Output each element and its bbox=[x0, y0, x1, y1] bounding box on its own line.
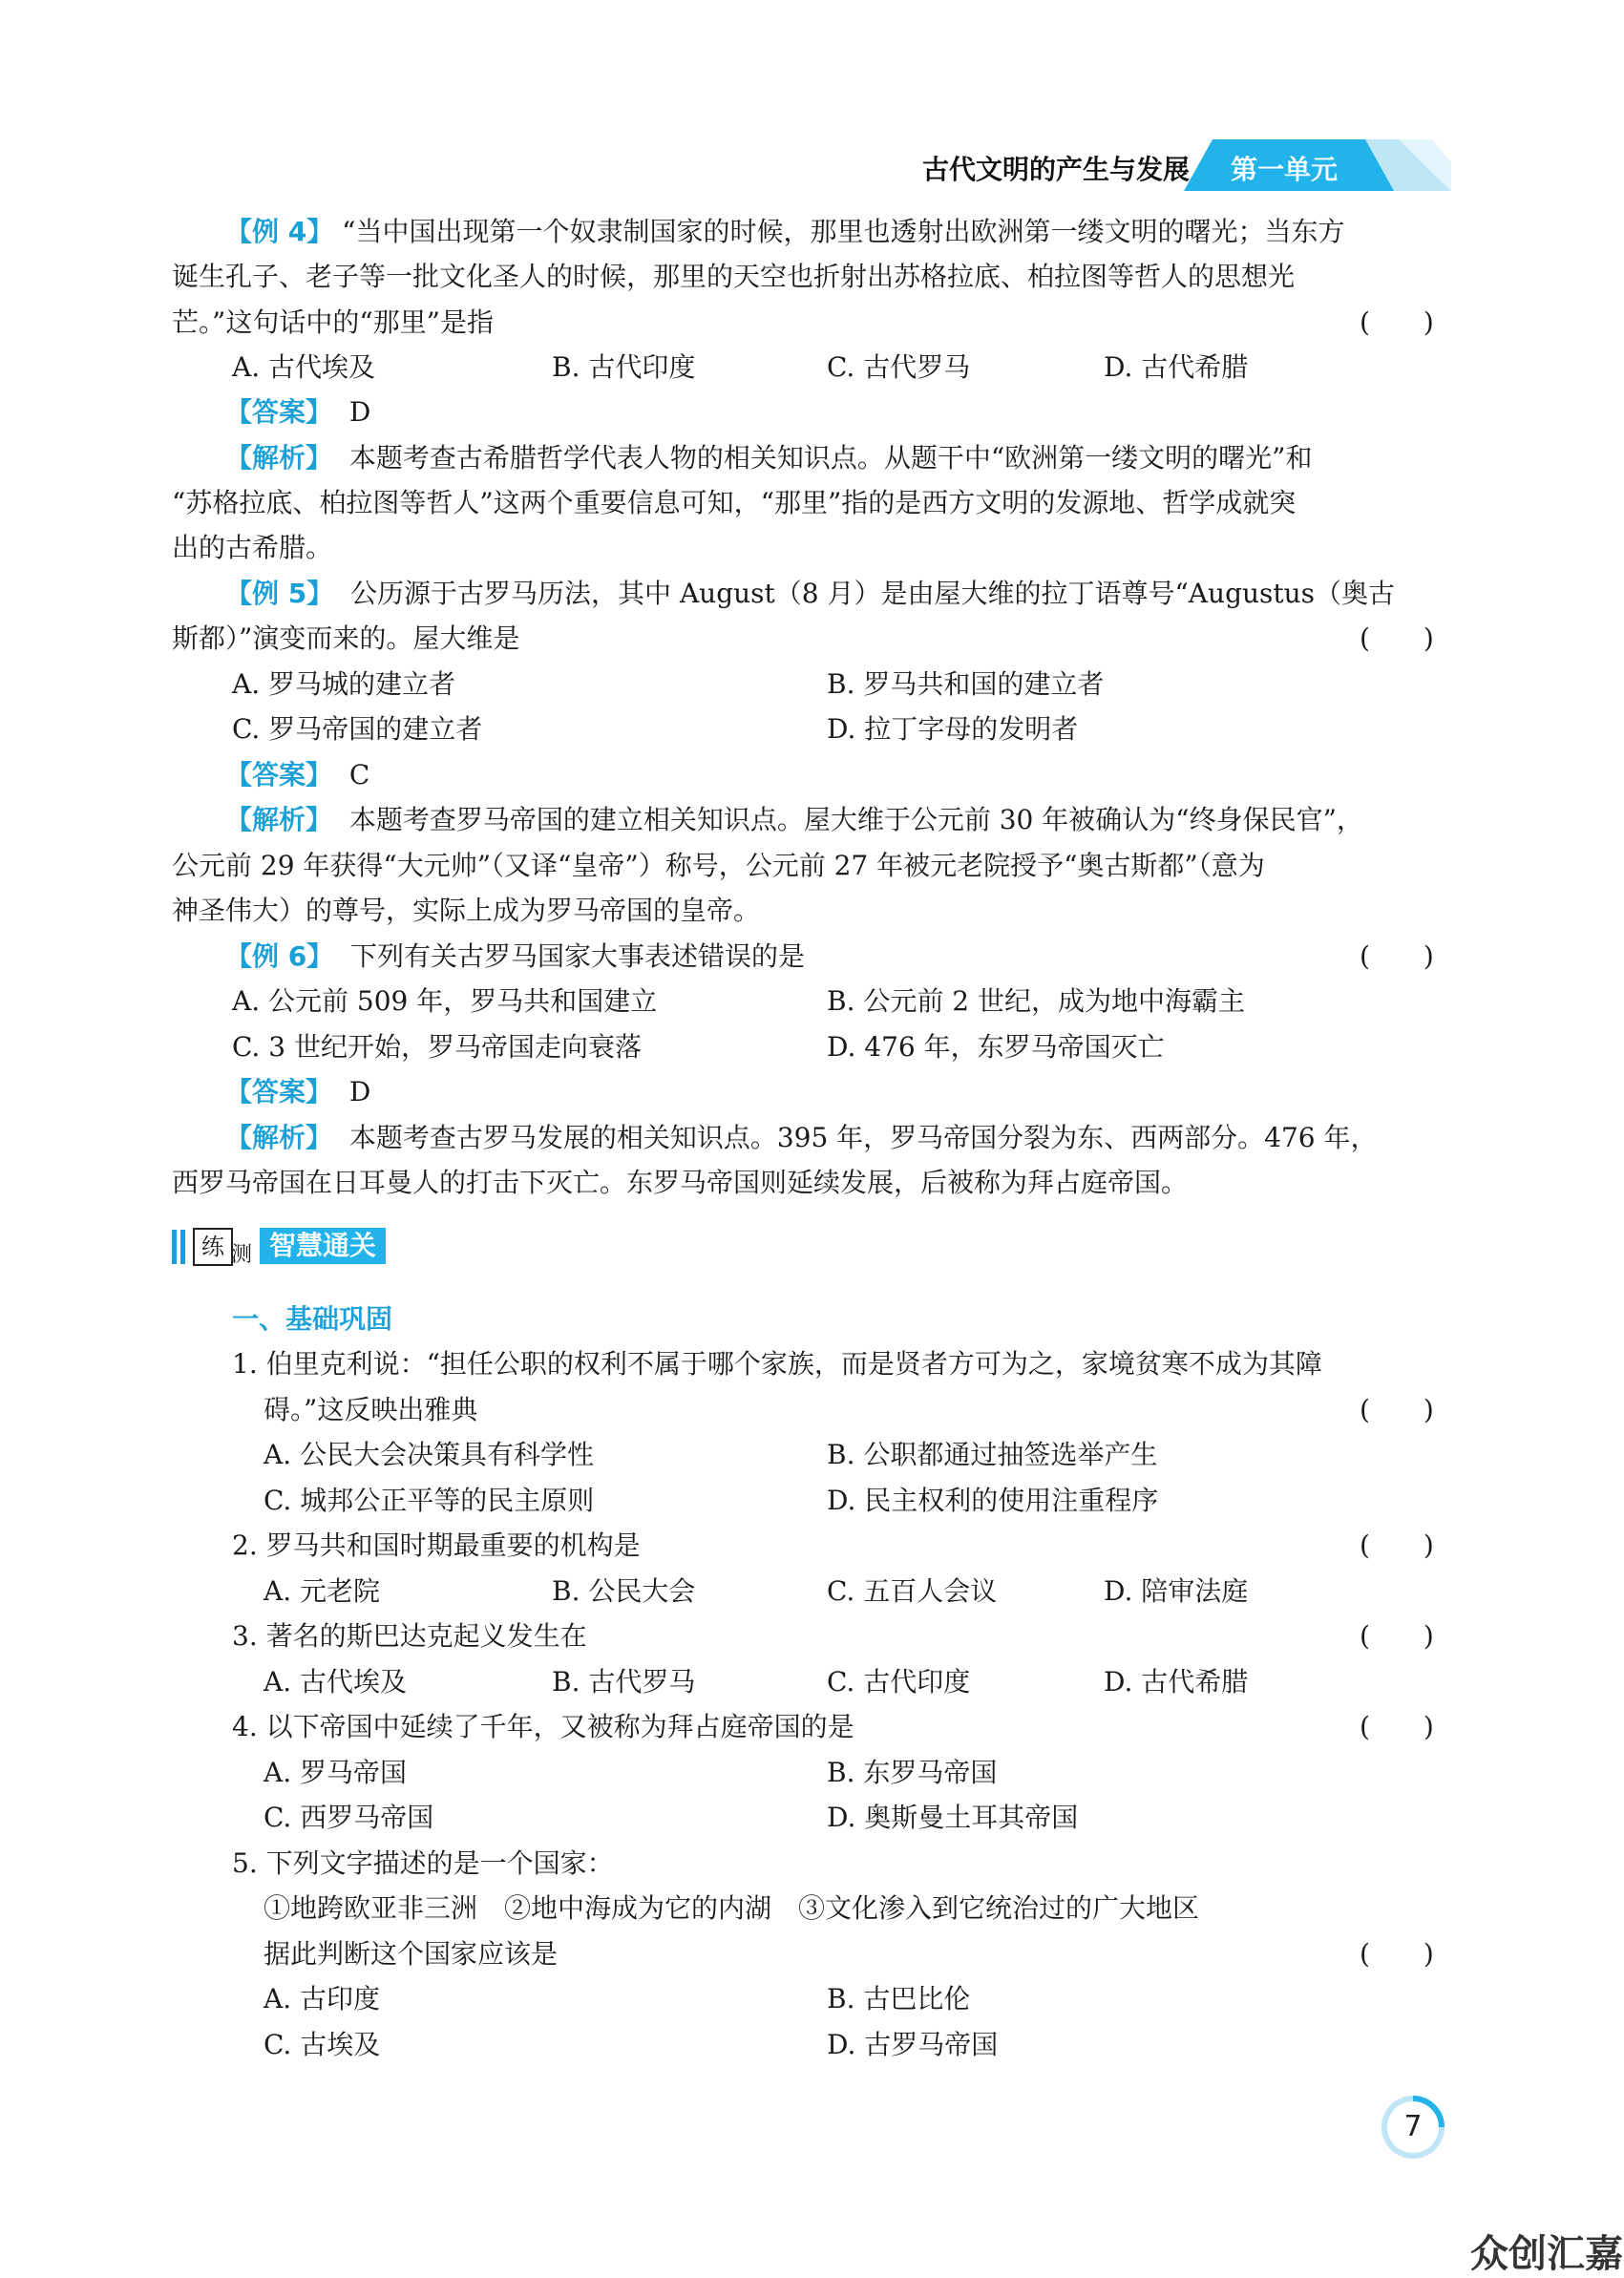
example-5-analysis-1 bbox=[225, 804, 1363, 836]
practice-box-sub: 测 bbox=[231, 1243, 253, 1267]
unit-badge: 第一单元 bbox=[1231, 154, 1339, 185]
answer-label: 【答案】 bbox=[225, 396, 333, 428]
example-5-option-c: C. 罗马帝国的建立者 bbox=[232, 713, 483, 745]
banner-bar-2 bbox=[180, 1230, 185, 1264]
question-2-option-d: D. 陪审法庭 bbox=[1104, 1575, 1249, 1607]
question-4-option-c: C. 西罗马帝国 bbox=[264, 1802, 434, 1833]
question-2-stem: 2. 罗马共和国时期最重要的机构是 bbox=[232, 1529, 641, 1561]
practice-title: 智慧通关 bbox=[260, 1228, 386, 1264]
question-3-option-b: B. 古代罗马 bbox=[552, 1666, 696, 1698]
question-5-stem-3: 据此判断这个国家应该是 bbox=[264, 1938, 559, 1970]
example-5-option-b: B. 罗马共和国的建立者 bbox=[827, 668, 1105, 700]
example-5-option-a: A. 罗马城的建立者 bbox=[232, 668, 456, 700]
question-3-option-d: D. 古代希腊 bbox=[1104, 1666, 1249, 1698]
question-4-option-a: A. 罗马帝国 bbox=[264, 1757, 408, 1788]
example-4-answer-paren: ( ) bbox=[1360, 306, 1434, 338]
example-4-option-b: B. 古代印度 bbox=[552, 351, 696, 383]
example-6-analysis-text-1: 本题考查古罗马发展的相关知识点。395 年，罗马帝国分裂为东、西两部分。476 年， bbox=[348, 1122, 1378, 1153]
example-5-stem-1: 公历源于古罗马历法，其中 August（8 月）是由屋大维的拉丁语尊号“Augustus（奥古 bbox=[350, 578, 1396, 609]
practice-banner bbox=[172, 1226, 401, 1270]
question-2-option-b: B. 公民大会 bbox=[552, 1575, 696, 1607]
question-5-option-b: B. 古巴比伦 bbox=[827, 1983, 971, 2014]
example-6-analysis-1 bbox=[225, 1122, 1378, 1154]
question-1-stem-2: 碍。”这反映出雅典 bbox=[264, 1394, 478, 1425]
example-6-stem: 下列有关古罗马国家大事表述错误的是 bbox=[350, 940, 806, 972]
example-6-answer-paren: ( ) bbox=[1360, 940, 1434, 972]
example-4-line-1 bbox=[225, 216, 1344, 248]
page-number: 7 bbox=[1403, 2110, 1423, 2143]
example-6-analysis-2: 西罗马帝国在日耳曼人的打击下灭亡。东罗马帝国则延续发展，后被称为拜占庭帝国。 bbox=[172, 1167, 1189, 1198]
question-2-option-a: A. 元老院 bbox=[264, 1575, 381, 1607]
question-5-stem-2: ①地跨欧亚非三洲 ②地中海成为它的内湖 ③文化渗入到它统治过的广大地区 bbox=[264, 1892, 1200, 1924]
analysis-label: 【解析】 bbox=[225, 1122, 333, 1153]
example-5-label: 【例 5】 bbox=[225, 578, 334, 609]
example-6-option-c: C. 3 世纪开始，罗马帝国走向衰落 bbox=[232, 1031, 642, 1063]
question-1-option-d: D. 民主权利的使用注重程序 bbox=[827, 1485, 1159, 1516]
example-5-answer-paren: ( ) bbox=[1360, 622, 1434, 654]
example-6-option-d: D. 476 年，东罗马帝国灭亡 bbox=[827, 1031, 1165, 1063]
example-5-analysis-2: 公元前 29 年获得“大元帅”（又译“皇帝”）称号，公元前 27 年被元老院授予“奥古斯都”（意为 bbox=[172, 850, 1265, 881]
example-5-answer bbox=[225, 759, 369, 791]
question-3-answer-paren: ( ) bbox=[1360, 1620, 1434, 1652]
question-1-answer-paren: ( ) bbox=[1360, 1394, 1434, 1425]
question-2-answer-paren: ( ) bbox=[1360, 1529, 1434, 1561]
answer-label: 【答案】 bbox=[225, 759, 333, 791]
question-5-option-c: C. 古埃及 bbox=[264, 2029, 381, 2060]
example-4-option-c: C. 古代罗马 bbox=[827, 351, 971, 383]
question-3-option-a: A. 古代埃及 bbox=[264, 1666, 408, 1698]
example-4-analysis-1 bbox=[225, 442, 1312, 475]
example-4-analysis-3: 出的古希腊。 bbox=[172, 532, 333, 563]
question-4-answer-paren: ( ) bbox=[1360, 1711, 1434, 1742]
question-5-option-a: A. 古印度 bbox=[264, 1983, 381, 2014]
section-basic-title: 一、基础巩固 bbox=[232, 1303, 393, 1335]
example-5-stem-2: 斯都）”演变而来的。屋大维是 bbox=[172, 622, 520, 654]
example-5-analysis-text-1: 本题考查罗马帝国的建立相关知识点。屋大维于公元前 30 年被确认为“终身保民官”， bbox=[348, 804, 1363, 835]
watermark: 众创汇嘉 bbox=[1470, 2232, 1623, 2276]
example-6-option-b: B. 公元前 2 世纪，成为地中海霸主 bbox=[827, 985, 1245, 1017]
question-1-option-a: A. 公民大会决策具有科学性 bbox=[264, 1439, 595, 1470]
question-1-option-c: C. 城邦公正平等的民主原则 bbox=[264, 1485, 595, 1516]
example-4-stem-3: 芒。”这句话中的“那里”是指 bbox=[172, 306, 494, 338]
example-6-answer bbox=[225, 1076, 370, 1108]
question-5-stem-1: 5. 下列文字描述的是一个国家： bbox=[232, 1847, 614, 1879]
question-4-option-b: B. 东罗马帝国 bbox=[827, 1757, 998, 1788]
example-4-analysis-2: “苏格拉底、柏拉图等哲人”这两个重要信息可知，“那里”指的是西方文明的发源地、哲学成就突 bbox=[172, 487, 1297, 518]
example-6-label: 【例 6】 bbox=[225, 940, 334, 972]
example-6-option-a: A. 公元前 509 年，罗马共和国建立 bbox=[232, 985, 658, 1017]
example-5-analysis-3: 神圣伟大）的尊号，实际上成为罗马帝国的皇帝。 bbox=[172, 895, 761, 926]
example-4-answer-value: D bbox=[348, 396, 371, 428]
example-4-analysis-text-1: 本题考查古希腊哲学代表人物的相关知识点。从题干中“欧洲第一缕文明的曙光”和 bbox=[348, 442, 1313, 474]
example-6-answer-value: D bbox=[348, 1076, 371, 1107]
example-6-line-1 bbox=[225, 940, 805, 973]
example-4-stem-1: “当中国出现第一个奴隶制国家的时候，那里也透射出欧洲第一缕文明的曙光；当东方 bbox=[342, 216, 1345, 247]
question-5-answer-paren: ( ) bbox=[1360, 1938, 1434, 1970]
question-2-option-c: C. 五百人会议 bbox=[827, 1575, 998, 1607]
practice-box: 练 bbox=[193, 1228, 233, 1266]
analysis-label: 【解析】 bbox=[225, 442, 333, 474]
answer-label: 【答案】 bbox=[225, 1076, 333, 1107]
example-5-option-d: D. 拉丁字母的发明者 bbox=[827, 713, 1079, 745]
question-1-option-b: B. 公职都通过抽签选举产生 bbox=[827, 1439, 1158, 1470]
analysis-label: 【解析】 bbox=[225, 804, 333, 835]
example-4-answer bbox=[225, 396, 370, 429]
example-4-option-d: D. 古代希腊 bbox=[1104, 351, 1249, 383]
example-4-stem-2: 诞生孔子、老子等一批文化圣人的时候，那里的天空也折射出苏格拉底、柏拉图等哲人的思想光 bbox=[172, 261, 1296, 292]
question-1-stem-1: 1. 伯里克利说：“担任公职的权利不属于哪个家族，而是贤者方可为之，家境贫寒不成为其障 bbox=[232, 1348, 1322, 1380]
chapter-title: 古代文明的产生与发展 bbox=[922, 154, 1191, 185]
example-5-answer-value: C bbox=[348, 759, 370, 791]
example-4-label: 【例 4】 bbox=[225, 216, 334, 247]
question-5-option-d: D. 古罗马帝国 bbox=[827, 2029, 999, 2060]
example-5-line-1 bbox=[225, 578, 1395, 610]
question-3-option-c: C. 古代印度 bbox=[827, 1666, 971, 1698]
question-4-option-d: D. 奥斯曼土耳其帝国 bbox=[827, 1802, 1079, 1833]
question-4-stem: 4. 以下帝国中延续了千年，又被称为拜占庭帝国的是 bbox=[232, 1711, 854, 1742]
question-3-stem: 3. 著名的斯巴达克起义发生在 bbox=[232, 1620, 587, 1652]
example-4-option-a: A. 古代埃及 bbox=[232, 351, 376, 383]
banner-bar-1 bbox=[172, 1230, 177, 1264]
